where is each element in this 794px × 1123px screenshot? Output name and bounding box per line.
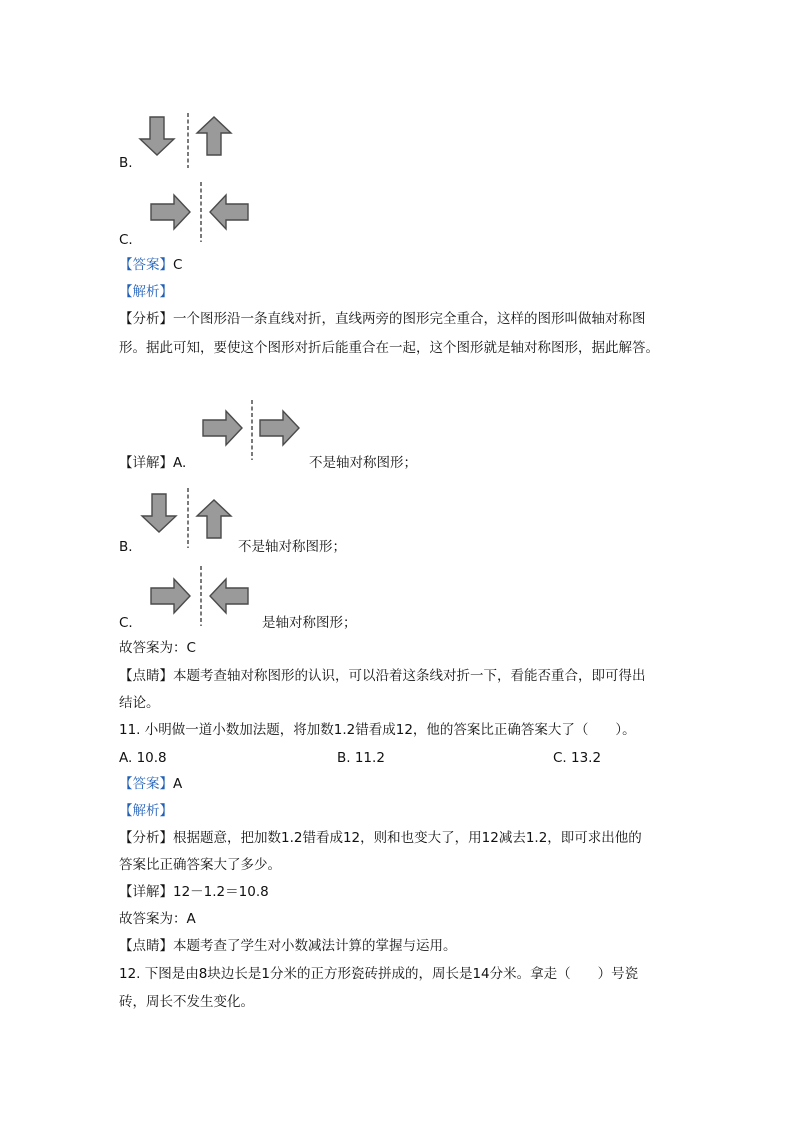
- figure-b-label: B.: [119, 155, 133, 171]
- detail-c-text: 是轴对称图形；: [262, 615, 357, 631]
- arrow-up-icon: [197, 117, 231, 155]
- detail-a-text: 不是轴对称图形；: [309, 455, 417, 471]
- detail-a-label: A.: [173, 455, 187, 471]
- q11-dianjing-line: [119, 936, 457, 956]
- fenxi-line-1: [119, 309, 646, 329]
- figure-b-arrows: [138, 113, 238, 171]
- q11-xiangjie-tag: 【详解】: [119, 884, 173, 900]
- xiangjie-tag: 【详解】: [119, 455, 173, 471]
- q11-option-a: A. 10.8: [119, 750, 167, 766]
- arrow-down-icon: [142, 494, 176, 532]
- q11-fenxi-line-1: [119, 828, 642, 848]
- detail-a-line: [119, 453, 186, 473]
- q12-stem-2: 砖，周长不发生变化。: [119, 994, 254, 1010]
- arrow-left-icon: [210, 195, 248, 229]
- fenxi-text-1: 一个图形沿一条直线对折，直线两旁的图形完全重合，这样的图形叫做轴对称图: [173, 311, 646, 327]
- detail-b-label: B.: [119, 539, 133, 555]
- arrow-left-icon: [210, 579, 248, 613]
- q11-fenxi-text-2: 答案比正确答案大了多少。: [119, 857, 281, 873]
- figure-c-arrows: [148, 180, 252, 244]
- q11-answer-tag: 【答案】: [119, 776, 173, 792]
- fenxi-tag: 【分析】: [119, 311, 173, 327]
- arrow-right-icon: [260, 411, 299, 445]
- dianjing-text-1a: 本题考查轴对称图形的认识，可以沿着这条线对折一下，看能否重合，即可得出: [173, 668, 646, 684]
- fenxi-text-2: 形。据此可知，要使这个图形对折后能重合在一起，这个图形就是轴对称图形，据此解答。: [119, 340, 659, 356]
- arrow-right-icon: [203, 411, 242, 445]
- answer-tag: 【答案】: [119, 257, 173, 273]
- detail-c-label: C.: [119, 615, 133, 631]
- arrow-right-icon: [151, 195, 190, 229]
- answer-value: C: [173, 257, 183, 273]
- q11-option-b: B. 11.2: [337, 750, 385, 766]
- q11-xiangjie-line: [119, 882, 269, 902]
- arrow-up-icon: [197, 500, 231, 538]
- q11-xiangjie-text: 12－1.2＝10.8: [173, 884, 269, 900]
- q11-conclusion: 故答案为：A: [119, 911, 196, 927]
- answer-line: [119, 255, 182, 275]
- q11-option-c: C. 13.2: [553, 750, 602, 766]
- conclusion-1: 故答案为：C: [119, 640, 196, 656]
- figure-c-label: C.: [119, 232, 133, 248]
- detail-b-text: 不是轴对称图形；: [238, 539, 346, 555]
- dianjing-line-1: [119, 666, 646, 686]
- q11-dianjing-tag: 【点睛】: [119, 938, 173, 954]
- detail-a-arrows: [200, 398, 304, 462]
- q11-jiexi-tag: 【解析】: [119, 803, 173, 819]
- arrow-down-icon: [140, 117, 174, 155]
- arrow-right-icon: [151, 579, 190, 613]
- q11-answer-value: A: [173, 776, 183, 792]
- q12-stem-1: 12. 下图是由8块边长是1分米的正方形瓷砖拼成的，周长是14分米。拿走（ ）号瓷: [119, 966, 639, 982]
- q11-fenxi-tag: 【分析】: [119, 830, 173, 846]
- dianjing-text-1b: 结论。: [119, 695, 160, 711]
- q11-dianjing-text: 本题考查了学生对小数减法计算的掌握与运用。: [173, 938, 457, 954]
- dianjing-tag: 【点睛】: [119, 668, 173, 684]
- q11-answer-line: [119, 774, 182, 794]
- q11-fenxi-text-1: 根据题意，把加数1.2错看成12，则和也变大了，用12减去1.2，即可求出他的: [173, 830, 642, 846]
- jiexi-tag: 【解析】: [119, 284, 173, 300]
- q11-stem: 11. 小明做一道小数加法题，将加数1.2错看成12，他的答案比正确答案大了（ ）。: [119, 722, 636, 738]
- detail-b-arrows: [140, 488, 240, 550]
- detail-c-arrows: [148, 564, 252, 628]
